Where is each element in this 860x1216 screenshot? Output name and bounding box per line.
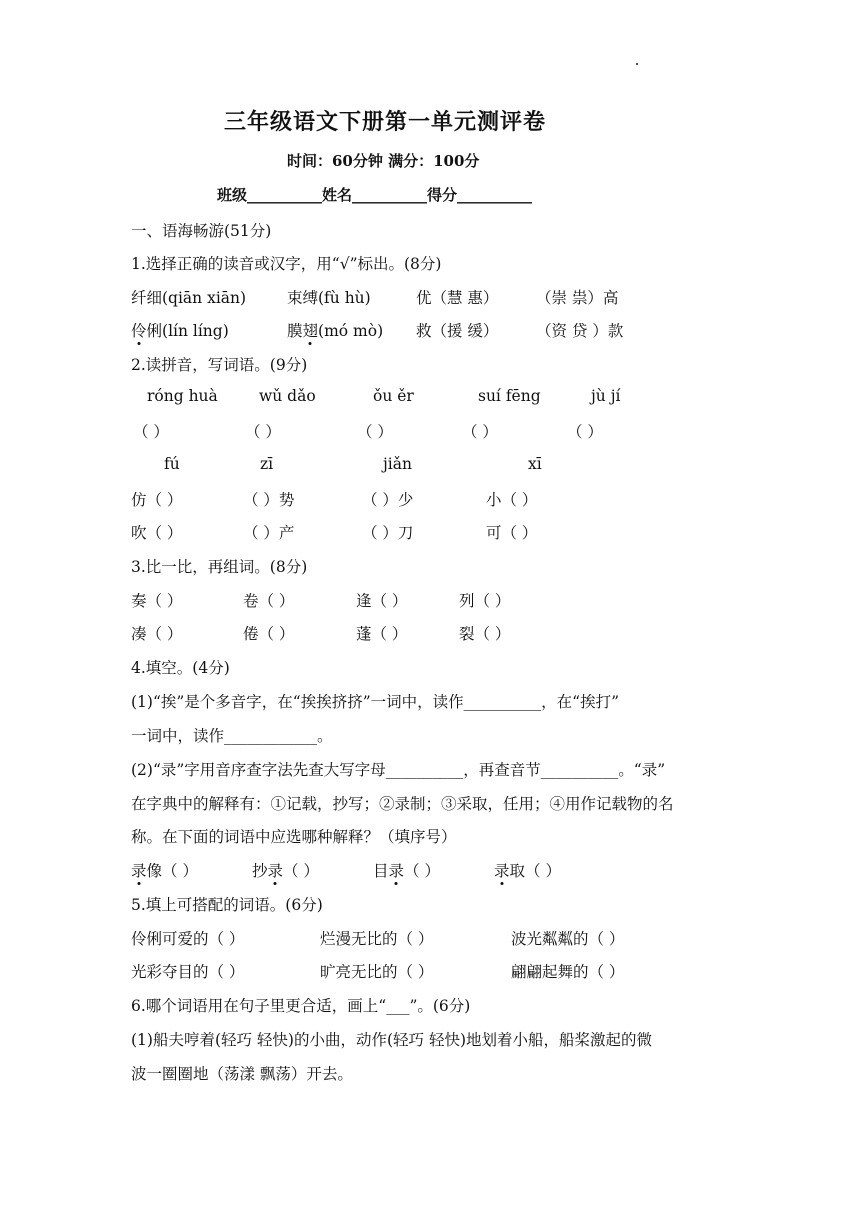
q3-item: 凑（ ） — [131, 625, 183, 643]
dotted-char: 翅 — [302, 322, 319, 340]
q2-item: （ ）少 — [362, 491, 414, 509]
q3-item: 逢（ ） — [356, 592, 408, 610]
q6-paragraph: 波一圈圈地（荡漾 飘荡）开去。 — [131, 1065, 353, 1083]
page-title: 三年级语文下册第一单元测评卷 — [224, 109, 547, 135]
q5-item: 波光粼粼的（ ） — [511, 930, 625, 948]
dotted-char: 录 — [494, 862, 510, 880]
q4-paragraph: 一词中，读作____________。 — [131, 727, 333, 745]
q2-item: （ ）产 — [243, 524, 295, 542]
answer-bracket: （ ） — [133, 423, 169, 441]
q2-item: （ ）刀 — [362, 524, 414, 542]
q4-word-pre: 目 — [373, 862, 389, 880]
q3-heading: 3.比一比，再组词。(8分) — [131, 558, 308, 576]
q5-item: 光彩夺目的（ ） — [131, 963, 245, 981]
q6-heading: 6.哪个词语用在句子里更合适，画上“___”。(6分) — [131, 997, 471, 1015]
pinyin: xī — [528, 455, 542, 473]
q4-word — [373, 859, 440, 881]
time-score-line: 时间：60分钟 满分：100分 — [287, 152, 480, 170]
q3-item: 奏（ ） — [131, 592, 183, 610]
q6-paragraph: (1)船夫哼着(轻巧 轻快)的小曲，动作(轻巧 轻快)地划着小船，船桨激起的微 — [131, 1031, 653, 1049]
pinyin: jù jí — [591, 387, 621, 405]
q5-item: 烂漫无比的（ ） — [320, 930, 434, 948]
q3-item: 倦（ ） — [243, 625, 295, 643]
section-heading: 一、语海畅游(51分) — [131, 222, 272, 240]
pinyin: wǔ dǎo — [259, 387, 316, 405]
q2-item: 可（ ） — [486, 524, 538, 542]
q1-item: 优（慧 惠） — [416, 289, 499, 307]
pinyin: fú — [164, 455, 180, 473]
q3-item: 列（ ） — [459, 592, 511, 610]
q1-item: （崇 祟）高 — [536, 289, 619, 307]
q4-word — [252, 859, 319, 881]
pinyin: zī — [260, 455, 274, 473]
q1-item: 救（援 缓） — [416, 322, 499, 340]
q4-paragraph: 称。在下面的词语中应选哪种解释？（填序号） — [131, 828, 457, 846]
pinyin: suí fēng — [478, 387, 541, 405]
answer-bracket: （ ） — [567, 423, 603, 441]
dotted-char: 录 — [267, 862, 284, 880]
q3-item: 卷（ ） — [243, 592, 295, 610]
q3-item: 裂（ ） — [459, 625, 511, 643]
q5-item: 旷亮无比的（ ） — [320, 963, 434, 981]
q4-word-post: （ ） — [404, 862, 440, 880]
q1-item — [287, 319, 383, 341]
q1-item-pre: 膜 — [287, 322, 303, 340]
q5-item: 翩翩起舞的（ ） — [511, 963, 625, 981]
answer-bracket: （ ） — [357, 423, 393, 441]
dotted-char: 伶 — [131, 322, 147, 340]
class-name-score-line: 班级__________姓名__________得分__________ — [217, 186, 533, 204]
q4-word — [131, 859, 198, 881]
dotted-char: 录 — [131, 862, 147, 880]
pinyin: ǒu ěr — [373, 387, 414, 405]
q3-item: 蓬（ ） — [356, 625, 408, 643]
q1-item: 束缚(fù hù) — [287, 289, 371, 307]
q5-heading: 5.填上可搭配的词语。(6分) — [131, 896, 323, 914]
q4-word — [494, 859, 561, 881]
q4-paragraph: 在字典中的解释有：①记载，抄写；②录制；③采取，任用；④用作记载物的名 — [131, 795, 674, 813]
q2-heading: 2.读拼音，写词语。(9分) — [131, 356, 308, 374]
q1-item: （资 贷 ）款 — [536, 322, 624, 340]
q4-word-post: 取（ ） — [509, 862, 561, 880]
answer-bracket: （ ） — [245, 423, 281, 441]
q4-paragraph: (1)“挨”是个多音字，在“挨挨挤挤”一词中，读作__________，在“挨打” — [131, 693, 620, 711]
q1-item: 纤细(qiān xiān) — [131, 289, 247, 307]
answer-bracket: （ ） — [462, 423, 498, 441]
q4-word-post: （ ） — [283, 862, 319, 880]
q2-item: 小（ ） — [486, 491, 538, 509]
q1-item — [131, 319, 229, 341]
q2-item: 吹（ ） — [131, 524, 183, 542]
dotted-char: 录 — [388, 862, 405, 880]
q1-item-post: (mó mò) — [318, 322, 384, 340]
q5-item: 伶俐可爱的（ ） — [131, 930, 245, 948]
q4-paragraph: (2)“录”字用音序查字法先查大写字母__________，再查音节__________。“录” — [131, 761, 666, 779]
q1-heading: 1.选择正确的读音或汉字，用“√”标出。(8分) — [131, 255, 442, 273]
q1-item-rest: 俐(lín líng) — [146, 322, 229, 340]
q4-heading: 4.填空。(4分) — [131, 659, 230, 677]
q4-word-post: 像（ ） — [146, 862, 198, 880]
q4-word-pre: 抄 — [252, 862, 268, 880]
pinyin: róng huà — [147, 387, 218, 405]
q2-item: （ ）势 — [243, 491, 295, 509]
corner-dot — [636, 63, 638, 65]
pinyin: jiǎn — [383, 455, 412, 473]
q2-item: 仿（ ） — [131, 491, 183, 509]
